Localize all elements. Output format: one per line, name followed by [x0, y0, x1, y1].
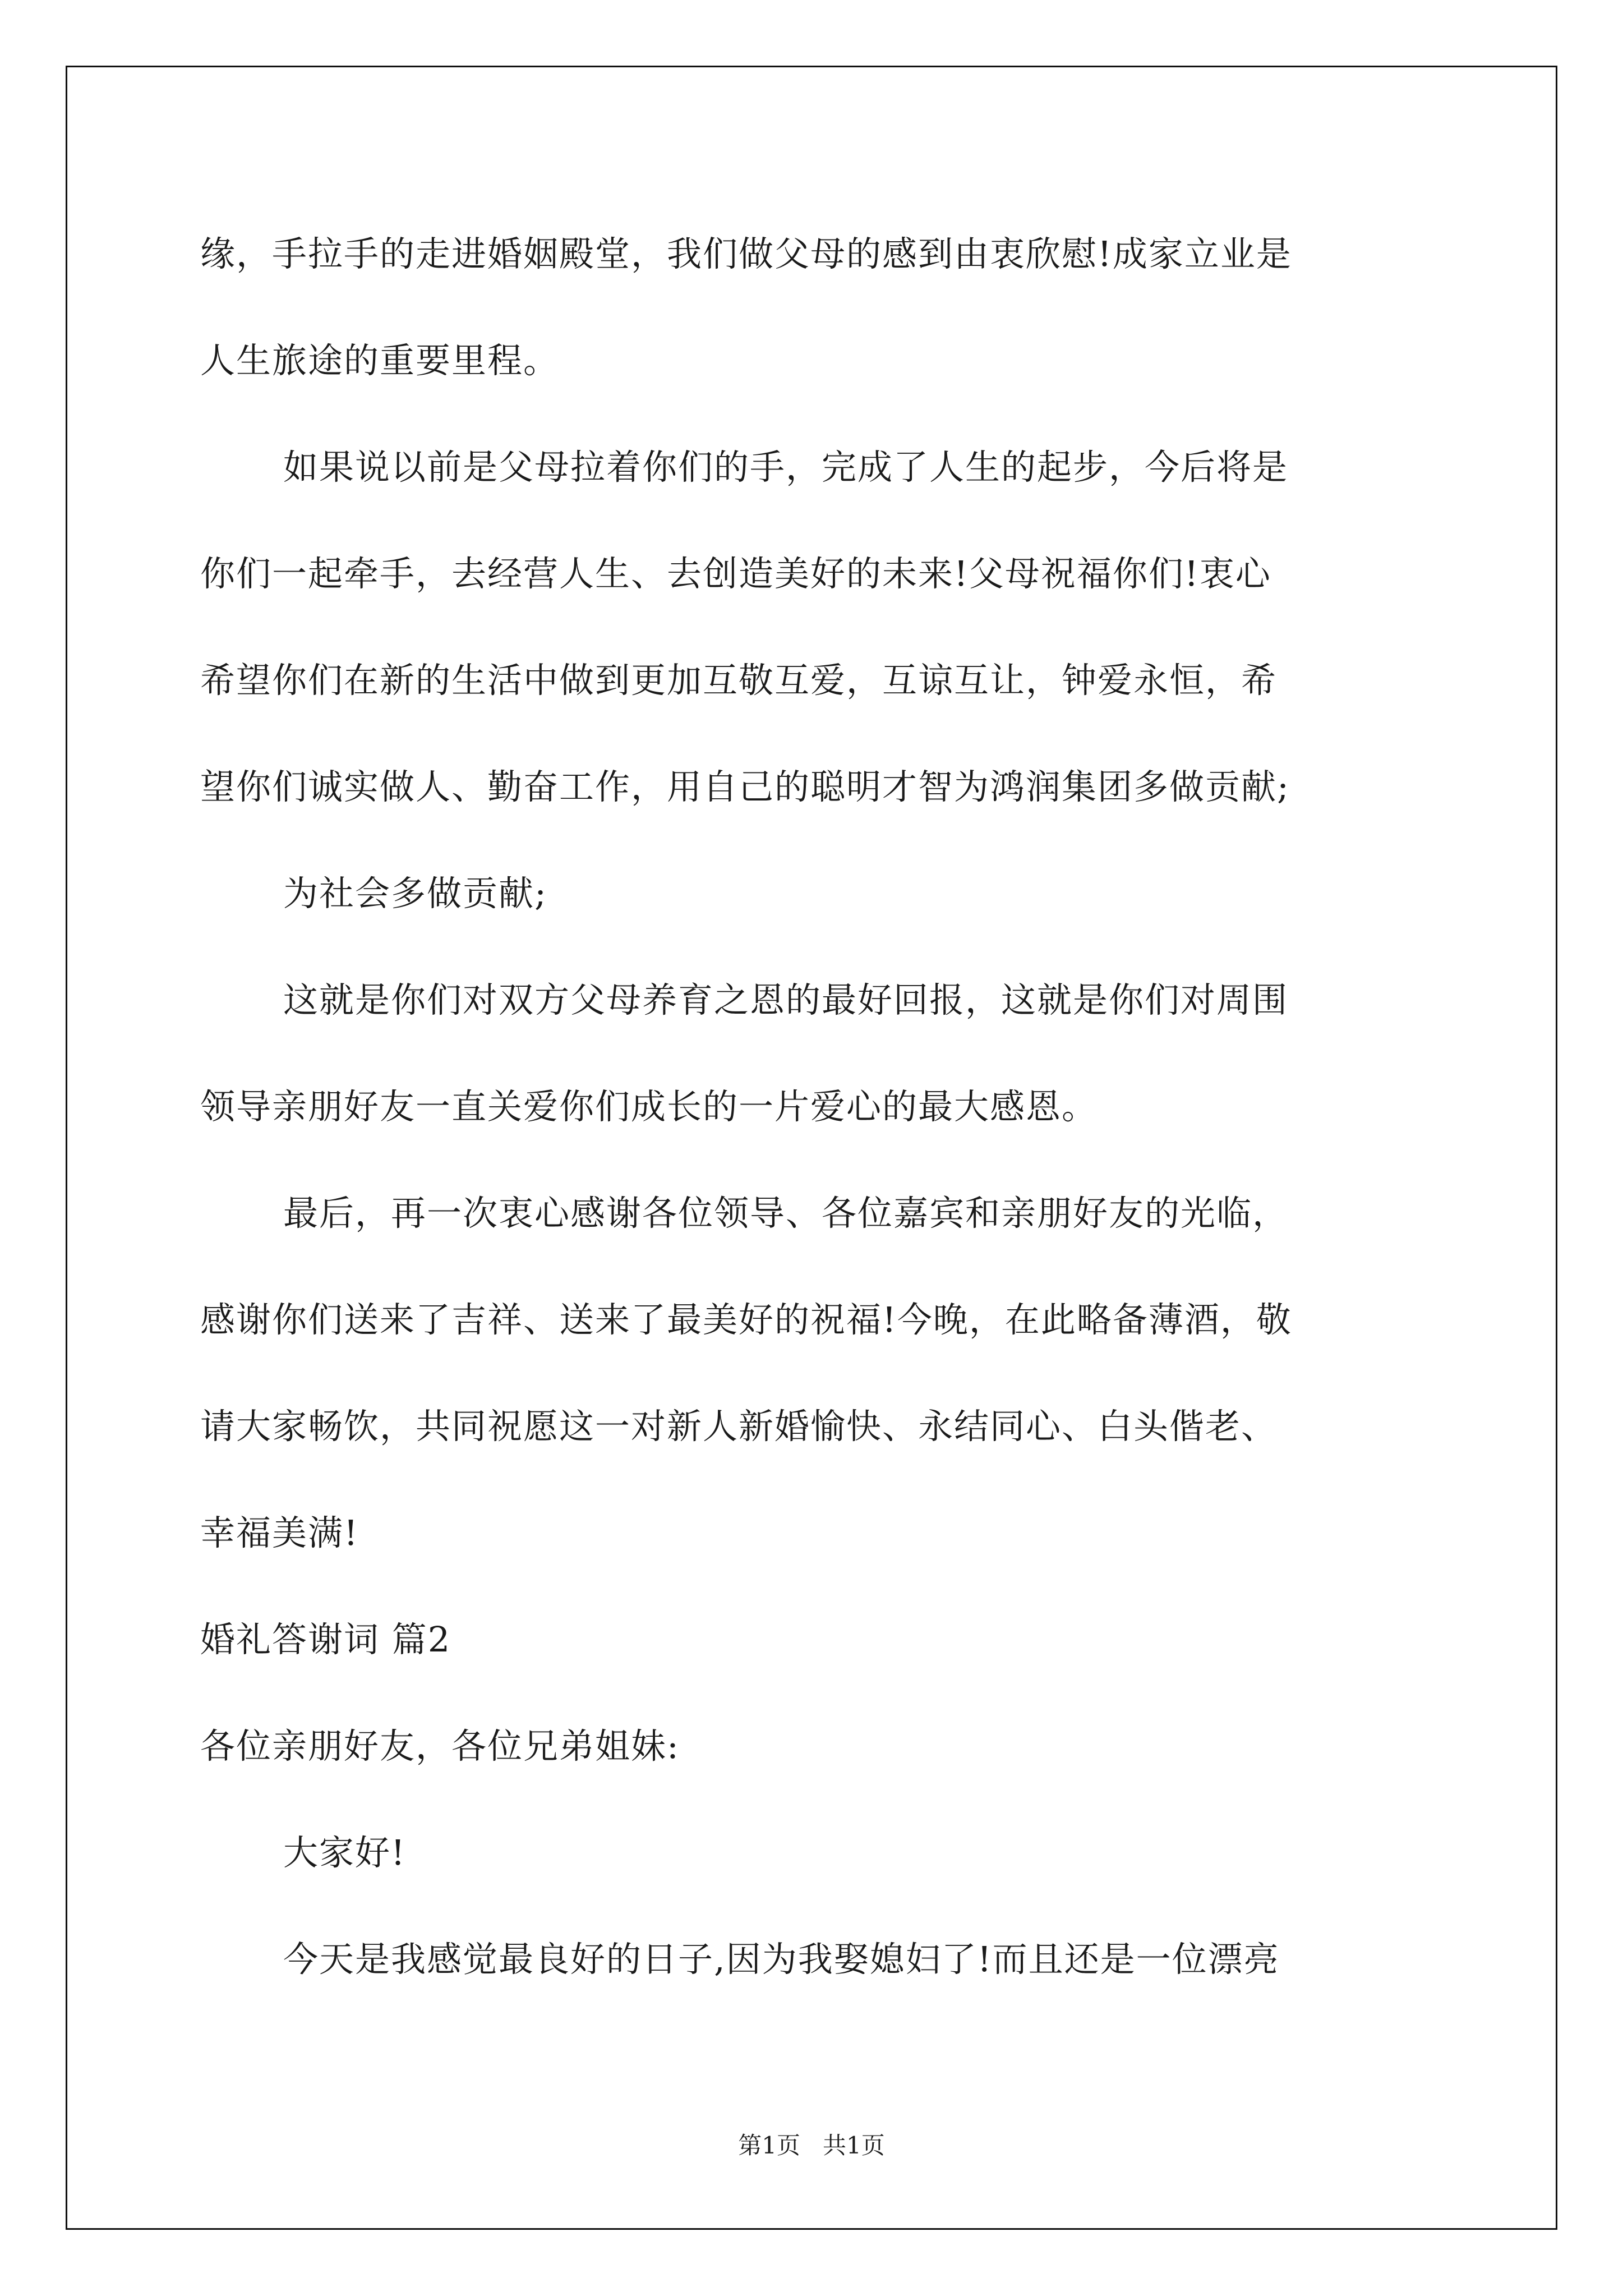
text-line: 如果说以前是父母拉着你们的手，完成了人生的起步，今后将是 — [283, 447, 1289, 487]
text-line: 希望你们在新的生活中做到更加互敬互爱，互谅互让，钟爱永恒，希 — [200, 660, 1278, 701]
section-heading: 婚礼答谢词 篇2 — [200, 1619, 451, 1660]
text-line: 幸福美满! — [200, 1512, 359, 1553]
text-line: 望你们诚实做人、勤奋工作，用自己的聪明才智为鸿润集团多做贡献; — [200, 766, 1290, 807]
greeting-line: 各位亲朋好友，各位兄弟姐妹: — [200, 1726, 680, 1766]
text-line: 最后，再一次衷心感谢各位领导、各位嘉宾和亲朋好友的光临， — [283, 1193, 1289, 1234]
text-line: 领导亲朋好友一直关爱你们成长的一片爱心的最大感恩。 — [200, 1086, 1098, 1127]
page-border — [66, 66, 1557, 2230]
page-footer: 第1页 共1页 — [738, 2132, 885, 2159]
text-line: 缘，手拉手的走进婚姻殿堂，我们做父母的感到由衷欣慰!成家立业是 — [200, 233, 1292, 274]
text-line: 这就是你们对双方父母养育之恩的最好回报，这就是你们对周围 — [283, 979, 1289, 1020]
text-line: 请大家畅饮，共同祝愿这一对新人新婚愉快、永结同心、白头偕老、 — [200, 1406, 1278, 1447]
text-line: 今天是我感觉最良好的日子,因为我娶媳妇了!而且还是一位漂亮 — [283, 1939, 1280, 1980]
text-line: 人生旅途的重要里程。 — [200, 340, 560, 381]
hello-line: 大家好! — [283, 1832, 406, 1873]
text-line: 为社会多做贡献; — [283, 873, 547, 914]
text-line: 感谢你们送来了吉祥、送来了最美好的祝福!今晚，在此略备薄酒，敬 — [200, 1299, 1292, 1340]
text-line: 你们一起牵手，去经营人生、去创造美好的未来!父母祝福你们!衷心 — [200, 553, 1271, 594]
